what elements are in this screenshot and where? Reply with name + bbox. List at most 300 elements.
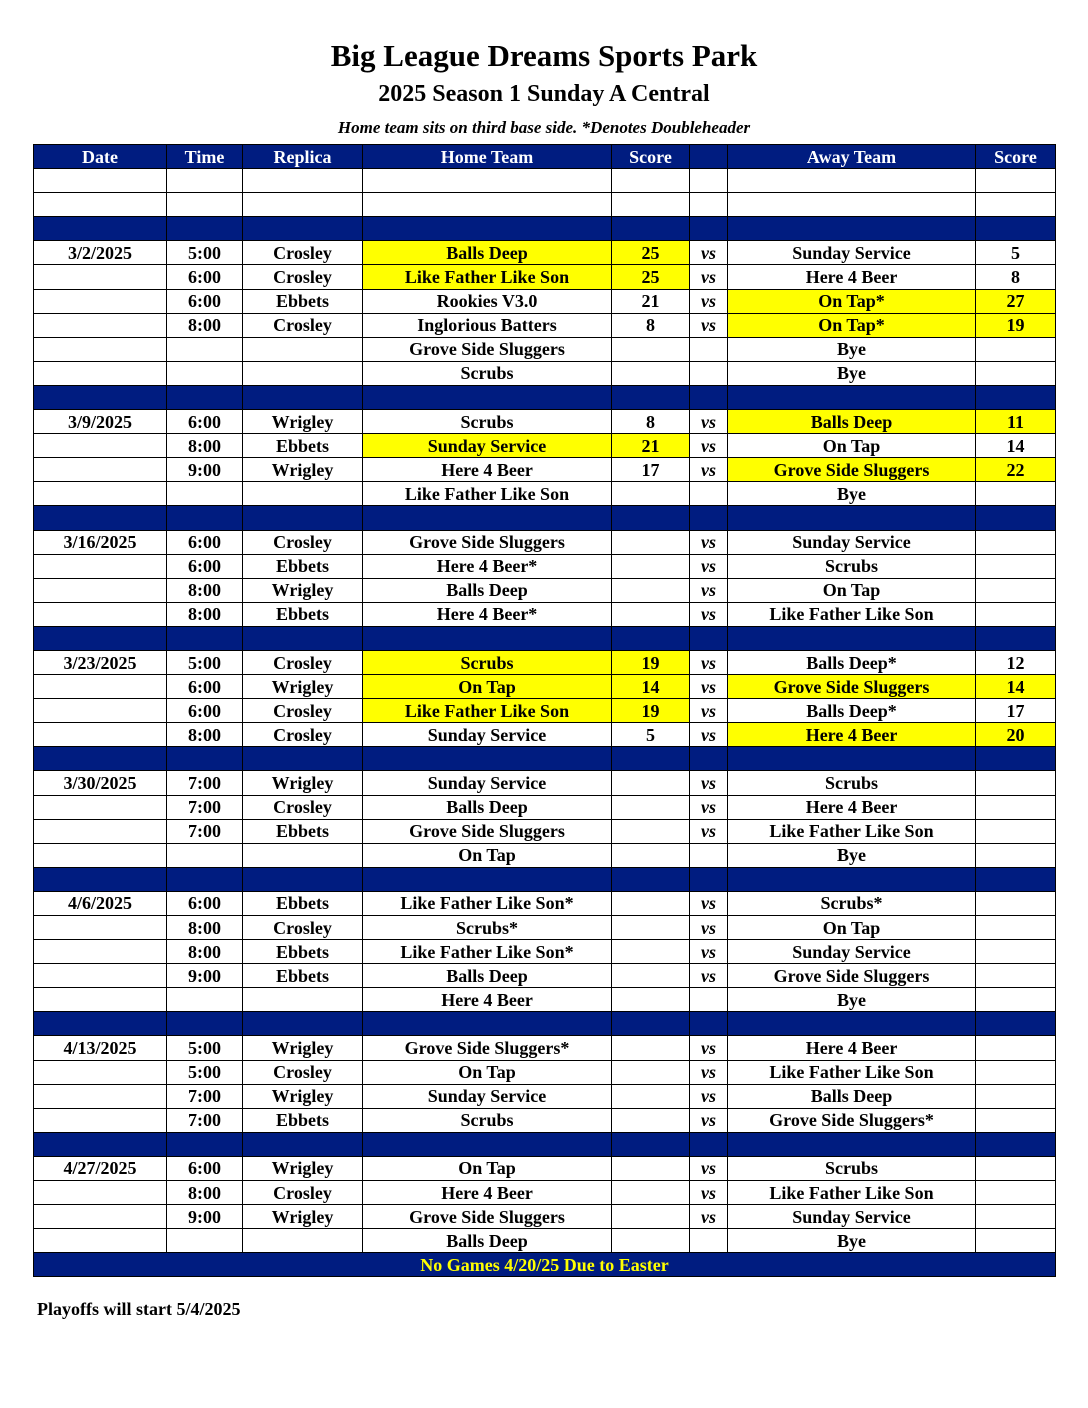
- away-score-cell: [976, 1036, 1056, 1060]
- away-score-cell: [976, 795, 1056, 819]
- home-score-cell: [612, 1084, 690, 1108]
- vs-cell: [690, 1229, 728, 1253]
- replica-cell: [243, 217, 363, 241]
- home-score-cell: [612, 602, 690, 626]
- game-row: [34, 241, 1056, 265]
- away-team-cell: Balls Deep*: [728, 699, 976, 723]
- away-team-cell: Grove Side Sluggers: [728, 458, 976, 482]
- home-score-cell: [612, 1229, 690, 1253]
- home-score-cell: [612, 337, 690, 361]
- game-row: [34, 940, 1056, 964]
- away-score-cell: [976, 482, 1056, 506]
- away-team-cell: Bye: [728, 988, 976, 1012]
- home-team-cell: Grove Side Sluggers: [363, 530, 612, 554]
- time-cell: 6:00: [167, 289, 243, 313]
- away-score-cell: 19: [976, 313, 1056, 337]
- home-score-cell: [612, 1012, 690, 1036]
- time-cell: 9:00: [167, 1205, 243, 1229]
- vs-cell: vs: [690, 265, 728, 289]
- home-team-cell: [363, 506, 612, 530]
- away-team-cell: Grove Side Sluggers: [728, 675, 976, 699]
- date-cell: [34, 1205, 167, 1229]
- vs-cell: [690, 217, 728, 241]
- date-cell: [34, 482, 167, 506]
- schedule-body: [34, 169, 1056, 1253]
- away-score-cell: [976, 1132, 1056, 1156]
- away-score-cell: [976, 1012, 1056, 1036]
- away-team-cell: Here 4 Beer: [728, 1036, 976, 1060]
- home-team-cell: Like Father Like Son: [363, 482, 612, 506]
- col-header-away-score: Score: [976, 145, 1056, 169]
- game-row: [34, 410, 1056, 434]
- date-cell: [34, 217, 167, 241]
- replica-cell: Ebbets: [243, 940, 363, 964]
- date-cell: [34, 193, 167, 217]
- game-row: [34, 699, 1056, 723]
- date-cell: 3/30/2025: [34, 771, 167, 795]
- date-cell: [34, 265, 167, 289]
- home-team-cell: Grove Side Sluggers*: [363, 1036, 612, 1060]
- date-cell: [34, 602, 167, 626]
- game-row: [34, 843, 1056, 867]
- game-row: [34, 313, 1056, 337]
- away-score-cell: 12: [976, 650, 1056, 674]
- home-score-cell: [612, 891, 690, 915]
- footer-row: [34, 1253, 1056, 1277]
- time-cell: 8:00: [167, 313, 243, 337]
- away-team-cell: Scrubs*: [728, 891, 976, 915]
- away-score-cell: [976, 891, 1056, 915]
- replica-cell: Ebbets: [243, 819, 363, 843]
- vs-cell: vs: [690, 964, 728, 988]
- time-cell: 6:00: [167, 265, 243, 289]
- date-cell: 4/13/2025: [34, 1036, 167, 1060]
- home-score-cell: [612, 1181, 690, 1205]
- time-cell: 8:00: [167, 1181, 243, 1205]
- away-team-cell: [728, 1132, 976, 1156]
- home-score-cell: [612, 385, 690, 409]
- week-separator-row: [34, 626, 1056, 650]
- home-score-cell: [612, 843, 690, 867]
- game-row: [34, 434, 1056, 458]
- time-cell: 8:00: [167, 434, 243, 458]
- date-cell: [34, 964, 167, 988]
- home-score-cell: [612, 554, 690, 578]
- away-team-cell: [728, 169, 976, 193]
- home-team-cell: [363, 385, 612, 409]
- home-team-cell: On Tap: [363, 1156, 612, 1180]
- replica-cell: Crosley: [243, 313, 363, 337]
- away-score-cell: [976, 169, 1056, 193]
- away-score-cell: [976, 1205, 1056, 1229]
- date-cell: [34, 289, 167, 313]
- replica-cell: [243, 169, 363, 193]
- vs-cell: [690, 747, 728, 771]
- away-score-cell: 17: [976, 699, 1056, 723]
- replica-cell: [243, 626, 363, 650]
- home-team-cell: Inglorious Batters: [363, 313, 612, 337]
- vs-cell: vs: [690, 1205, 728, 1229]
- replica-cell: Wrigley: [243, 1036, 363, 1060]
- home-team-cell: Grove Side Sluggers: [363, 1205, 612, 1229]
- away-team-cell: Like Father Like Son: [728, 1181, 976, 1205]
- date-cell: [34, 313, 167, 337]
- time-cell: 6:00: [167, 891, 243, 915]
- home-team-cell: Here 4 Beer: [363, 1181, 612, 1205]
- home-score-cell: [612, 795, 690, 819]
- vs-cell: [690, 193, 728, 217]
- home-score-cell: 8: [612, 313, 690, 337]
- away-team-cell: [728, 1012, 976, 1036]
- replica-cell: Wrigley: [243, 410, 363, 434]
- home-team-cell: On Tap: [363, 843, 612, 867]
- playoffs-note: Playoffs will start 5/4/2025: [37, 1299, 241, 1319]
- time-cell: [167, 747, 243, 771]
- vs-cell: [690, 988, 728, 1012]
- away-score-cell: [976, 602, 1056, 626]
- vs-cell: vs: [690, 578, 728, 602]
- away-score-cell: [976, 1084, 1056, 1108]
- date-cell: [34, 1229, 167, 1253]
- away-score-cell: [976, 530, 1056, 554]
- date-cell: [34, 843, 167, 867]
- vs-cell: vs: [690, 795, 728, 819]
- game-row: [34, 771, 1056, 795]
- vs-cell: vs: [690, 1108, 728, 1132]
- away-team-cell: Balls Deep: [728, 410, 976, 434]
- vs-cell: vs: [690, 289, 728, 313]
- vs-cell: vs: [690, 940, 728, 964]
- time-cell: [167, 482, 243, 506]
- time-cell: [167, 361, 243, 385]
- date-cell: [34, 1132, 167, 1156]
- replica-cell: [243, 337, 363, 361]
- home-score-cell: 17: [612, 458, 690, 482]
- game-row: [34, 482, 1056, 506]
- game-row: [34, 795, 1056, 819]
- home-team-cell: Sunday Service: [363, 723, 612, 747]
- vs-cell: vs: [690, 675, 728, 699]
- away-team-cell: Balls Deep: [728, 1084, 976, 1108]
- home-team-cell: Balls Deep: [363, 1229, 612, 1253]
- date-cell: [34, 361, 167, 385]
- time-cell: 6:00: [167, 1156, 243, 1180]
- away-score-cell: [976, 361, 1056, 385]
- away-team-cell: Here 4 Beer: [728, 795, 976, 819]
- away-team-cell: Like Father Like Son: [728, 819, 976, 843]
- vs-cell: [690, 1132, 728, 1156]
- col-header-date: Date: [34, 145, 167, 169]
- time-cell: [167, 337, 243, 361]
- replica-cell: Ebbets: [243, 1108, 363, 1132]
- week-separator-row: [34, 506, 1056, 530]
- home-team-cell: [363, 217, 612, 241]
- vs-cell: vs: [690, 602, 728, 626]
- away-score-cell: [976, 1060, 1056, 1084]
- replica-cell: Ebbets: [243, 554, 363, 578]
- home-team-cell: [363, 867, 612, 891]
- col-header-away-team: Away Team: [728, 145, 976, 169]
- time-cell: [167, 217, 243, 241]
- vs-cell: vs: [690, 1181, 728, 1205]
- home-team-cell: Scrubs*: [363, 916, 612, 940]
- time-cell: 8:00: [167, 916, 243, 940]
- replica-cell: Ebbets: [243, 891, 363, 915]
- away-team-cell: Bye: [728, 843, 976, 867]
- away-score-cell: [976, 626, 1056, 650]
- week-separator-row: [34, 867, 1056, 891]
- away-score-cell: [976, 916, 1056, 940]
- away-team-cell: Sunday Service: [728, 241, 976, 265]
- date-cell: 3/2/2025: [34, 241, 167, 265]
- home-score-cell: [612, 867, 690, 891]
- away-team-cell: On Tap: [728, 578, 976, 602]
- home-team-cell: On Tap: [363, 1060, 612, 1084]
- replica-cell: [243, 482, 363, 506]
- date-cell: [34, 699, 167, 723]
- vs-cell: vs: [690, 241, 728, 265]
- replica-cell: [243, 747, 363, 771]
- home-score-cell: [612, 193, 690, 217]
- schedule-table: [33, 144, 1056, 1277]
- game-row: [34, 988, 1056, 1012]
- away-score-cell: [976, 193, 1056, 217]
- date-cell: [34, 916, 167, 940]
- replica-cell: Wrigley: [243, 1205, 363, 1229]
- home-team-cell: [363, 626, 612, 650]
- away-team-cell: Bye: [728, 482, 976, 506]
- away-team-cell: [728, 747, 976, 771]
- home-team-cell: [363, 193, 612, 217]
- home-team-cell: [363, 1132, 612, 1156]
- home-team-cell: Sunday Service: [363, 434, 612, 458]
- date-cell: [34, 747, 167, 771]
- vs-cell: vs: [690, 771, 728, 795]
- vs-cell: vs: [690, 916, 728, 940]
- home-team-cell: Scrubs: [363, 1108, 612, 1132]
- replica-cell: Crosley: [243, 916, 363, 940]
- time-cell: 6:00: [167, 675, 243, 699]
- time-cell: [167, 1132, 243, 1156]
- vs-cell: vs: [690, 650, 728, 674]
- away-score-cell: [976, 940, 1056, 964]
- replica-cell: [243, 506, 363, 530]
- home-score-cell: 19: [612, 699, 690, 723]
- away-score-cell: [976, 1181, 1056, 1205]
- away-team-cell: Scrubs: [728, 771, 976, 795]
- time-cell: 6:00: [167, 410, 243, 434]
- home-score-cell: [612, 482, 690, 506]
- home-score-cell: [612, 506, 690, 530]
- away-team-cell: [728, 385, 976, 409]
- week-separator-row: [34, 385, 1056, 409]
- vs-cell: vs: [690, 891, 728, 915]
- replica-cell: [243, 867, 363, 891]
- date-cell: [34, 1012, 167, 1036]
- date-cell: [34, 169, 167, 193]
- game-row: [34, 554, 1056, 578]
- date-cell: 4/27/2025: [34, 1156, 167, 1180]
- date-cell: [34, 626, 167, 650]
- home-team-cell: Like Father Like Son: [363, 265, 612, 289]
- time-cell: 9:00: [167, 458, 243, 482]
- replica-cell: [243, 385, 363, 409]
- home-team-cell: Scrubs: [363, 361, 612, 385]
- home-score-cell: [612, 1060, 690, 1084]
- replica-cell: Wrigley: [243, 675, 363, 699]
- replica-cell: [243, 193, 363, 217]
- time-cell: [167, 1229, 243, 1253]
- home-team-cell: Here 4 Beer: [363, 988, 612, 1012]
- home-score-cell: [612, 747, 690, 771]
- home-score-cell: [612, 1205, 690, 1229]
- home-score-cell: 25: [612, 265, 690, 289]
- home-score-cell: 25: [612, 241, 690, 265]
- home-team-cell: Here 4 Beer*: [363, 602, 612, 626]
- game-row: [34, 337, 1056, 361]
- vs-cell: [690, 169, 728, 193]
- vs-cell: vs: [690, 1060, 728, 1084]
- home-score-cell: [612, 169, 690, 193]
- home-score-cell: [612, 1156, 690, 1180]
- away-team-cell: On Tap*: [728, 289, 976, 313]
- date-cell: [34, 385, 167, 409]
- away-score-cell: [976, 1156, 1056, 1180]
- time-cell: [167, 193, 243, 217]
- replica-cell: Wrigley: [243, 1084, 363, 1108]
- away-team-cell: Sunday Service: [728, 940, 976, 964]
- away-team-cell: Grove Side Sluggers*: [728, 1108, 976, 1132]
- replica-cell: Ebbets: [243, 289, 363, 313]
- vs-cell: vs: [690, 699, 728, 723]
- date-cell: 3/23/2025: [34, 650, 167, 674]
- time-cell: [167, 988, 243, 1012]
- vs-cell: vs: [690, 410, 728, 434]
- vs-cell: [690, 843, 728, 867]
- vs-cell: vs: [690, 313, 728, 337]
- game-row: [34, 602, 1056, 626]
- date-cell: [34, 1084, 167, 1108]
- game-row: [34, 1084, 1056, 1108]
- away-team-cell: Here 4 Beer: [728, 265, 976, 289]
- away-score-cell: 8: [976, 265, 1056, 289]
- away-score-cell: 27: [976, 289, 1056, 313]
- blank-row: [34, 193, 1056, 217]
- away-score-cell: [976, 867, 1056, 891]
- time-cell: 8:00: [167, 602, 243, 626]
- vs-cell: [690, 337, 728, 361]
- home-team-cell: Like Father Like Son*: [363, 940, 612, 964]
- replica-cell: Crosley: [243, 723, 363, 747]
- time-cell: 5:00: [167, 650, 243, 674]
- time-cell: 7:00: [167, 771, 243, 795]
- date-cell: [34, 1108, 167, 1132]
- away-score-cell: [976, 385, 1056, 409]
- time-cell: 8:00: [167, 578, 243, 602]
- home-team-cell: Like Father Like Son: [363, 699, 612, 723]
- home-score-cell: 21: [612, 289, 690, 313]
- game-row: [34, 578, 1056, 602]
- time-cell: 5:00: [167, 241, 243, 265]
- game-row: [34, 289, 1056, 313]
- home-score-cell: [612, 819, 690, 843]
- replica-cell: Wrigley: [243, 1156, 363, 1180]
- home-team-cell: [363, 1012, 612, 1036]
- game-row: [34, 530, 1056, 554]
- vs-cell: vs: [690, 554, 728, 578]
- home-score-cell: [612, 771, 690, 795]
- col-header-replica: Replica: [243, 145, 363, 169]
- away-team-cell: Like Father Like Son: [728, 1060, 976, 1084]
- away-score-cell: [976, 819, 1056, 843]
- home-team-cell: [363, 747, 612, 771]
- replica-cell: Wrigley: [243, 578, 363, 602]
- away-team-cell: [728, 626, 976, 650]
- away-score-cell: 5: [976, 241, 1056, 265]
- vs-cell: vs: [690, 1156, 728, 1180]
- replica-cell: [243, 988, 363, 1012]
- game-row: [34, 819, 1056, 843]
- date-cell: [34, 988, 167, 1012]
- replica-cell: Wrigley: [243, 771, 363, 795]
- away-score-cell: 14: [976, 434, 1056, 458]
- time-cell: 7:00: [167, 819, 243, 843]
- replica-cell: [243, 1132, 363, 1156]
- home-team-cell: Rookies V3.0: [363, 289, 612, 313]
- date-cell: 3/16/2025: [34, 530, 167, 554]
- header-row: [34, 145, 1056, 169]
- away-score-cell: [976, 506, 1056, 530]
- vs-cell: [690, 385, 728, 409]
- game-row: [34, 1156, 1056, 1180]
- date-cell: [34, 795, 167, 819]
- col-header-vs: [690, 145, 728, 169]
- time-cell: 7:00: [167, 1084, 243, 1108]
- home-team-cell: Grove Side Sluggers: [363, 337, 612, 361]
- home-team-cell: Like Father Like Son*: [363, 891, 612, 915]
- home-score-cell: [612, 1036, 690, 1060]
- replica-cell: [243, 1229, 363, 1253]
- vs-cell: [690, 1012, 728, 1036]
- replica-cell: Crosley: [243, 650, 363, 674]
- vs-cell: vs: [690, 458, 728, 482]
- doubleheader-note: Home team sits on third base side. *Denotes Doubleheader: [337, 118, 751, 137]
- replica-cell: Crosley: [243, 241, 363, 265]
- date-cell: [34, 723, 167, 747]
- col-header-home-score: Score: [612, 145, 690, 169]
- vs-cell: vs: [690, 530, 728, 554]
- page-title: Big League Dreams Sports Park: [330, 38, 758, 73]
- home-score-cell: [612, 626, 690, 650]
- date-cell: [34, 337, 167, 361]
- away-score-cell: 14: [976, 675, 1056, 699]
- week-separator-row: [34, 747, 1056, 771]
- time-cell: [167, 626, 243, 650]
- vs-cell: vs: [690, 819, 728, 843]
- away-team-cell: Grove Side Sluggers: [728, 964, 976, 988]
- away-team-cell: Bye: [728, 337, 976, 361]
- blank-row: [34, 169, 1056, 193]
- vs-cell: [690, 867, 728, 891]
- away-score-cell: [976, 964, 1056, 988]
- away-score-cell: [976, 554, 1056, 578]
- game-row: [34, 1205, 1056, 1229]
- replica-cell: Crosley: [243, 795, 363, 819]
- home-team-cell: Grove Side Sluggers: [363, 819, 612, 843]
- game-row: [34, 916, 1056, 940]
- vs-cell: [690, 361, 728, 385]
- home-score-cell: [612, 1132, 690, 1156]
